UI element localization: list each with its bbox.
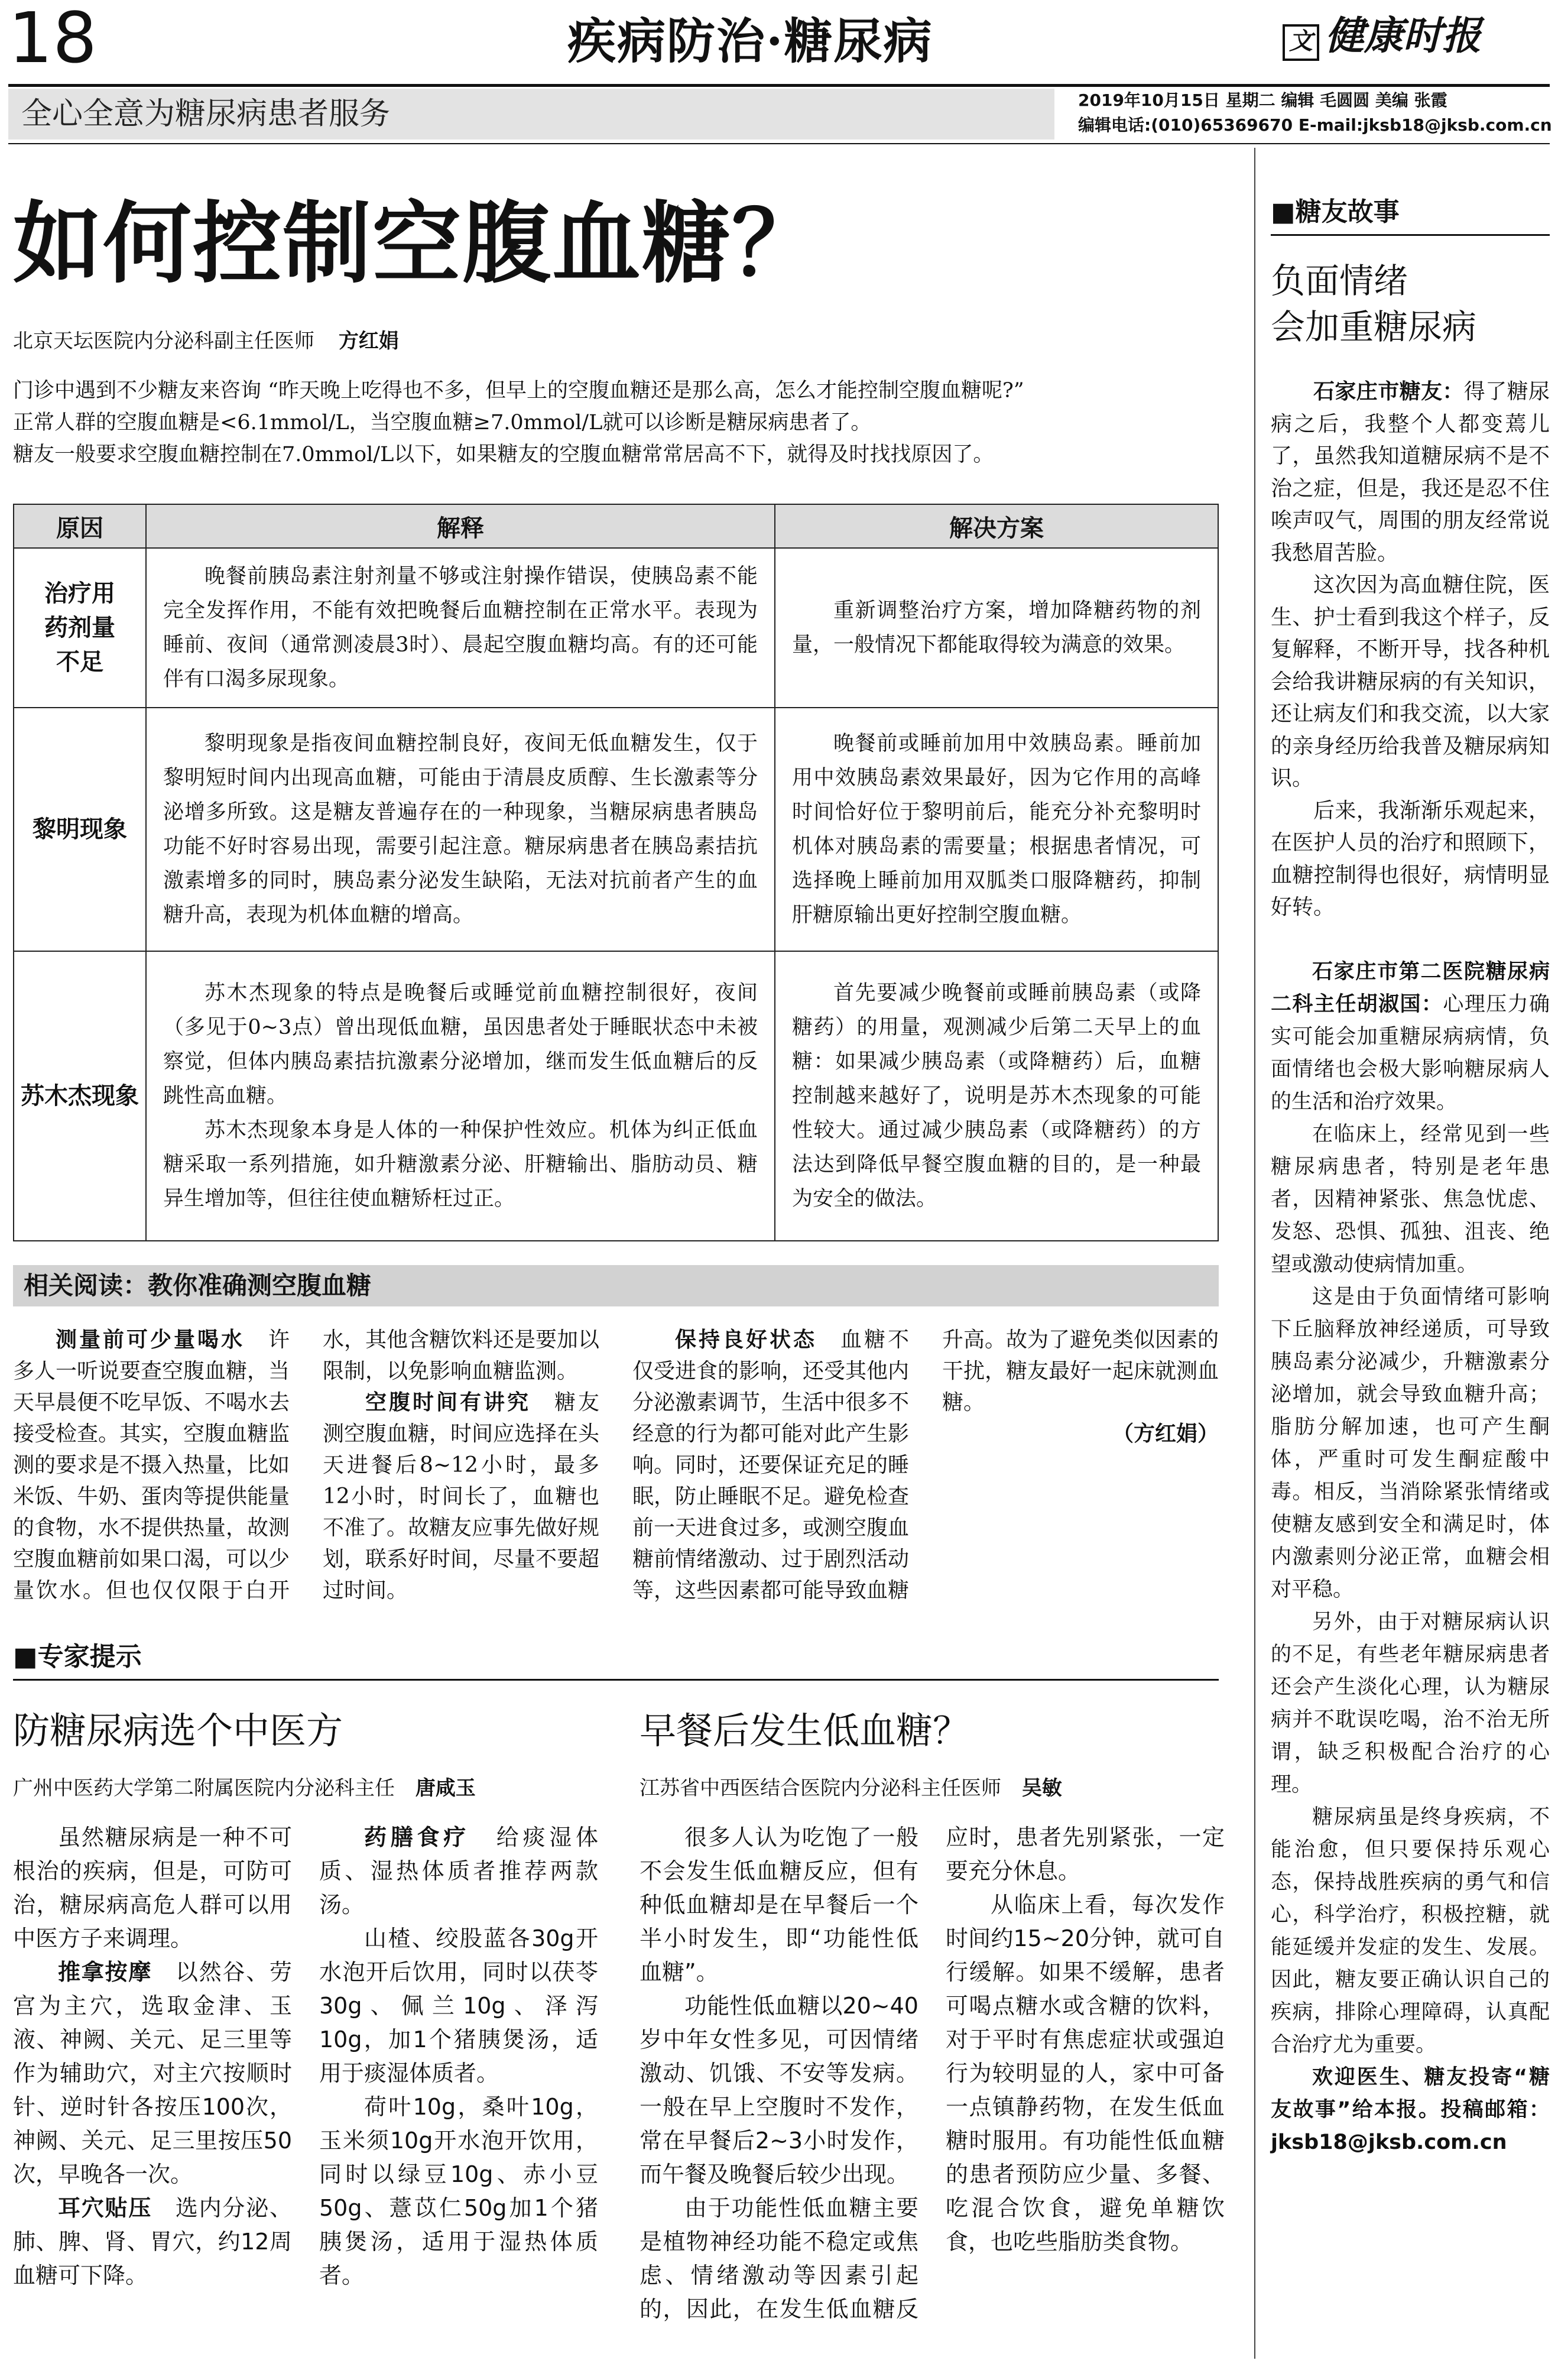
related-reading-header: 相关阅读：教你准确测空腹血糖 [24, 1271, 372, 1300]
masthead-rule-top [8, 84, 1550, 87]
intro-paragraph: 糖友一般要求空腹血糖控制在7.0mmol/L以下，如果糖友的空腹血糖常常居高不下，就得及时找找原因了。 [13, 443, 994, 466]
sidebar-title: 负面情绪 会加重糖尿病 [1271, 261, 1477, 347]
table-cell-solution: 首先要减少晚餐前或睡前胰岛素（或降糖药）的用量，观测减少后第二天早上的血糖：如果减少胰岛素（或降糖药）后，血糖控制越来越好了，说明是苏木杰现象的可能性较大。通过减少胰岛素（或降糖药）的方法达到降低早餐空腹血糖的目的，是一种最为安全的做法。 [775, 951, 1218, 1241]
call-for-papers: 欢迎医生、糖友投寄“糖友故事”给本报。投稿邮箱：jksb18@jksb.com.cn [1271, 2065, 1550, 2154]
square-bullet-icon: ■ [1271, 197, 1296, 227]
article-paragraph: 药膳食疗 给痰湿体质、湿热体质者推荐两款汤。 [319, 1824, 598, 1918]
sidebar-header: ■糖友故事 [1271, 197, 1400, 227]
story-paragraph: 另外，由于对糖尿病认识的不足，有些老年糖尿病患者还会产生淡化心理，认为糖尿病并不耽误吃喝，治不治无所谓，缺乏积极配合治疗的心理。 [1271, 1610, 1550, 1797]
explanation-paragraph: 苏木杰现象本身是人体的一种保护性效应。机体为纠正低血糖采取一系列措施，如升糖激素分泌、肝糖输出、脂肪动员、糖异生增加等，但往往使血糖矫枉过正。 [163, 1118, 758, 1211]
paragraph-lead: 空腹时间有讲究 [365, 1390, 531, 1415]
table-header-row [14, 504, 1218, 548]
intro-paragraph: 门诊中遇到不少糖友来咨询 “昨天晚上吃得也不多，但早上的空腹血糖还是那么高，怎么才能控制空腹血糖呢?” [13, 379, 1024, 403]
table-header-explanation: 解释 [146, 504, 775, 548]
article-paragraph: 功能性低血糖以20~40岁中年女性多见，可因情绪激动、饥饿、不安等发病。一般在早上空腹时不发作，常在早餐后2~3小时发作，而午餐及晚餐后较少出现。 [640, 1993, 918, 2187]
table-row [14, 708, 1218, 951]
explanation-paragraph: 苏木杰现象的特点是晚餐后或睡觉前血糖控制很好，夜间（多见于0~3点）曾出现低血糖，虽因患者处于睡眠状态中未被察觉，但体内胰岛素拮抗激素分泌增加，继而发生低血糖后的反跳性高血糖。 [163, 981, 758, 1108]
left-article-body [13, 1821, 598, 2353]
story-paragraph: 这是由于负面情绪可影响下丘脑释放神经递质，可导致胰岛素分泌减少，升糖激素分泌增加，就会导致血糖升高；脂肪分解加速，也可产生酮体，严重时可发生酮症酸中毒。相反，当消除紧张情绪或使糖友感到安全和满足时，体内激素则分泌正常，血糖会相对平稳。 [1271, 1285, 1550, 1601]
logo-text: 健康时报 [1325, 12, 1481, 59]
page-number: 18 [8, 0, 98, 79]
paragraph-lead: 保持良好状态 [675, 1327, 817, 1352]
article-paragraph: 荷叶10g，桑叶10g，玉米须10g开水泡开饮用，同时以绿豆10g、赤小豆50g、薏苡仁50g加1个猪胰煲汤，适用于湿热体质者。 [319, 2094, 598, 2288]
intro-paragraph: 正常人群的空腹血糖是<6.1mmol/L，当空腹血糖≥7.0mmol/L就可以诊断是糖尿病患者了。 [13, 411, 872, 435]
section-title: 疾病防治·糖尿病 [567, 13, 933, 70]
square-bullet-icon: ■ [13, 1642, 38, 1672]
sidebar-separator [1254, 148, 1255, 2359]
expert-tips-rule [13, 1679, 1219, 1681]
sidebar-body [1271, 376, 1550, 2159]
right-article-body [640, 1821, 1225, 2353]
story-paragraph: 石家庄市糖友：得了糖尿病之后，我整个人都变蔫儿了，虽然我知道糖尿病不是不治之症，但是，我还是忍不住唉声叹气，周围的朋友经常说我愁眉苦脸。 [1271, 380, 1550, 565]
table-header-solution: 解决方案 [775, 504, 1218, 548]
table-cell-solution: 重新调整治疗方案，增加降糖药物的剂量，一般情况下都能取得较为满意的效果。 [775, 548, 1218, 708]
related-paragraph: 空腹时间有讲究 糖友测空腹血糖，时间应选择在头天进餐后8~12小时，最多12小时，时间长了，血糖也不准了。故糖友应事先做好规划，联系好时间，尽量不要超过时间。 [323, 1390, 600, 1603]
story-paragraph: 后来，我渐渐乐观起来，在医护人员的治疗和照顾下，血糖控制得也很好，病情明显好转。 [1271, 798, 1550, 919]
byline [13, 326, 399, 356]
table-row [14, 951, 1218, 1241]
masthead-rule-bottom [8, 143, 1550, 144]
table-cell-explanation: 黎明现象是指夜间血糖控制良好，夜间无低血糖发生，仅于黎明短时间内出现高血糖，可能由于清晨皮质醇、生长激素等分泌增多所致。这是糖友普遍存在的一种现象，当糖尿病患者胰岛功能不好时容易出现，需要引起注意。糖尿病患者在胰岛素拮抗激素增多的同时，胰岛素分泌发生缺陷，无法对抗前者产生的血糖升高，表现为机体血糖的增高。 [146, 708, 775, 951]
table-cell-solution: 晚餐前或睡前加用中效胰岛素。睡前加用中效胰岛素效果最好，因为它作用的高峰时间恰好位于黎明前后，能充分补充黎明时机体对胰岛素的需要量；根据患者情况，可选择晚上睡前加用双胍类口服降糖药，抑制肝糖原输出更好控制空腹血糖。 [775, 708, 1218, 951]
article-paragraph: 虽然糖尿病是一种不可根治的疾病，但是，可防可治，糖尿病高危人群可以用中医方子来调理。 [13, 1824, 292, 1951]
causes-table [13, 504, 1219, 1241]
article-paragraph: 从临床上看，每次发作时间约15~20分钟，就可自行缓解。如果不缓解，患者可喝点糖水或含糖的饮料，对于平时有焦虑症状或强迫行为较明显的人，家中可备一点镇静药物，在发生低血糖时服用。有功能性低血糖的患者预防应少量、多餐、吃混合饮食，避免单糖饮食，也吃些脂肪类食物。 [946, 1892, 1225, 2255]
left-article-title: 防糖尿病选个中医方 [13, 1709, 343, 1752]
contact-line: 编辑电话:(010)65369670 E-mail:jksb18@jksb.com.cn [1078, 115, 1552, 135]
right-article-title: 早餐后发生低血糖？ [640, 1709, 970, 1752]
paragraph-lead: 测量前可少量喝水 [56, 1327, 245, 1352]
expert-tips-header: ■专家提示 [13, 1642, 142, 1672]
story-paragraph: 糖尿病虽是终身疾病，不能治愈，但只要保持乐观心态，保持战胜疾病的勇气和信心，科学治疗，积极控糖，就能延缓并发症的发生、发展。因此，糖友要正确认识自己的疾病，排除心理障碍，认真配合治疗尤为重要。 [1271, 1805, 1550, 2057]
related-reading-body [13, 1324, 1219, 1632]
main-title: 如何控制空腹血糖？ [13, 192, 822, 296]
right-article-byline: 江苏省中西医结合医院内分泌科主任医师 吴敏 [640, 1776, 1062, 1800]
article-paragraph: 很多人认为吃饱了一般不会发生低血糖反应，但有种低血糖却是在早餐后一个半小时发生，即“功能性低血糖”。 [640, 1824, 918, 1985]
logo-seal: 文 [1283, 24, 1319, 61]
table-row [14, 548, 1218, 708]
byline-affiliation: 北京天坛医院内分泌科副主任医师 [13, 329, 314, 353]
table-cell-explanation [146, 951, 775, 1241]
byline-name: 方红娟 [338, 329, 399, 353]
related-signature: （方红娟） [1112, 1421, 1219, 1446]
slogan: 全心全意为糖尿病患者服务 [21, 96, 391, 132]
intro-text [13, 375, 1242, 471]
left-article-byline: 广州中医药大学第二附属医院内分泌科主任 唐咸玉 [13, 1776, 476, 1800]
date-line: 2019年10月15日 星期二 编辑 毛圆圆 美编 张霞 [1078, 90, 1447, 110]
sidebar-header-rule [1271, 234, 1550, 236]
related-paragraph: 保持良好状态 血糖不仅受进食的影响，还受其他内分泌激素调节，生活中很多不经意的行为都可能对此产生影响。同时，还要保证充足的睡眠，防止睡眠不足。避免检查前一天进食过多，或测空腹血糖前情绪激动、过于剧烈活动等，这些因素都可能导致血糖升高。故为了避免类似因素的干扰，糖友最好一起床就测血糖。 [632, 1327, 1219, 1603]
article-paragraph: 推拿按摩 以然谷、劳宫为主穴，选取金津、玉液、神阙、关元、足三里等作为辅助穴，对主穴按顺时针、逆时针各按压100次，神阙、关元、足三里按压50次，早晚各一次。 [13, 1959, 292, 2187]
story-paragraph: 石家庄市第二医院糖尿病二科主任胡淑国：心理压力确实可能会加重糖尿病病情，负面情绪也会极大影响糖尿病人的生活和治疗效果。 [1271, 959, 1550, 1114]
table-cell-explanation: 晚餐前胰岛素注射剂量不够或注射操作错误，使胰岛素不能完全发挥作用，不能有效把晚餐后血糖控制在正常水平。表现为睡前、夜间（通常测凌晨3时）、晨起空腹血糖均高。有的还可能伴有口渴多尿现象。 [146, 548, 775, 708]
article-paragraph: 由于功能性低血糖主要是植物神经功能不稳定或焦虑、情绪激动等因素引起的，因此，在发生低血糖反应时，患者先别紧张，一定要充分休息。 [640, 1824, 1225, 2322]
table-header-cause: 原因 [14, 504, 146, 548]
related-paragraph: 测量前可少量喝水 许多人一听说要查空腹血糖，当天早晨便不吃早饭、不喝水去接受检查。其实，空腹血糖监测的要求是不摄入热量，比如米饭、牛奶、蛋肉等提供能量的食物，水不提供热量，故测空腹血糖前如果口渴，可以少量饮水。但也仅仅限于白开水，其他含糖饮料还是要加以限制，以免影响血糖监测。 [13, 1327, 600, 1603]
article-paragraph: 耳穴贴压 选内分泌、肺、脾、肾、胃穴，约12周血糖可下降。 [13, 2195, 292, 2288]
article-paragraph: 山楂、绞股蓝各30g开水泡开后饮用，同时以茯苓30g、佩兰10g、泽泻10g，加1个猪胰煲汤，适用于痰湿体质者。 [319, 1925, 598, 2086]
story-paragraph: 这次因为高血糖住院，医生、护士看到我这个样子，反复解释，不断开导，找各种机会给我讲糖尿病的有关知识，还让病友们和我交流，以大家的亲身经历给我普及糖尿病知识。 [1271, 573, 1550, 790]
table-cell-cause: 苏木杰现象 [14, 951, 146, 1241]
table-cell-cause: 黎明现象 [14, 708, 146, 951]
table-cell-cause: 治疗用药剂量不足 [14, 548, 146, 708]
story-paragraph: 在临床上，经常见到一些糖尿病患者，特别是老年患者，因精神紧张、焦急忧虑、发怒、恐惧、孤独、沮丧、绝望或激动使病情加重。 [1271, 1122, 1550, 1276]
newspaper-logo [1283, 12, 1481, 61]
